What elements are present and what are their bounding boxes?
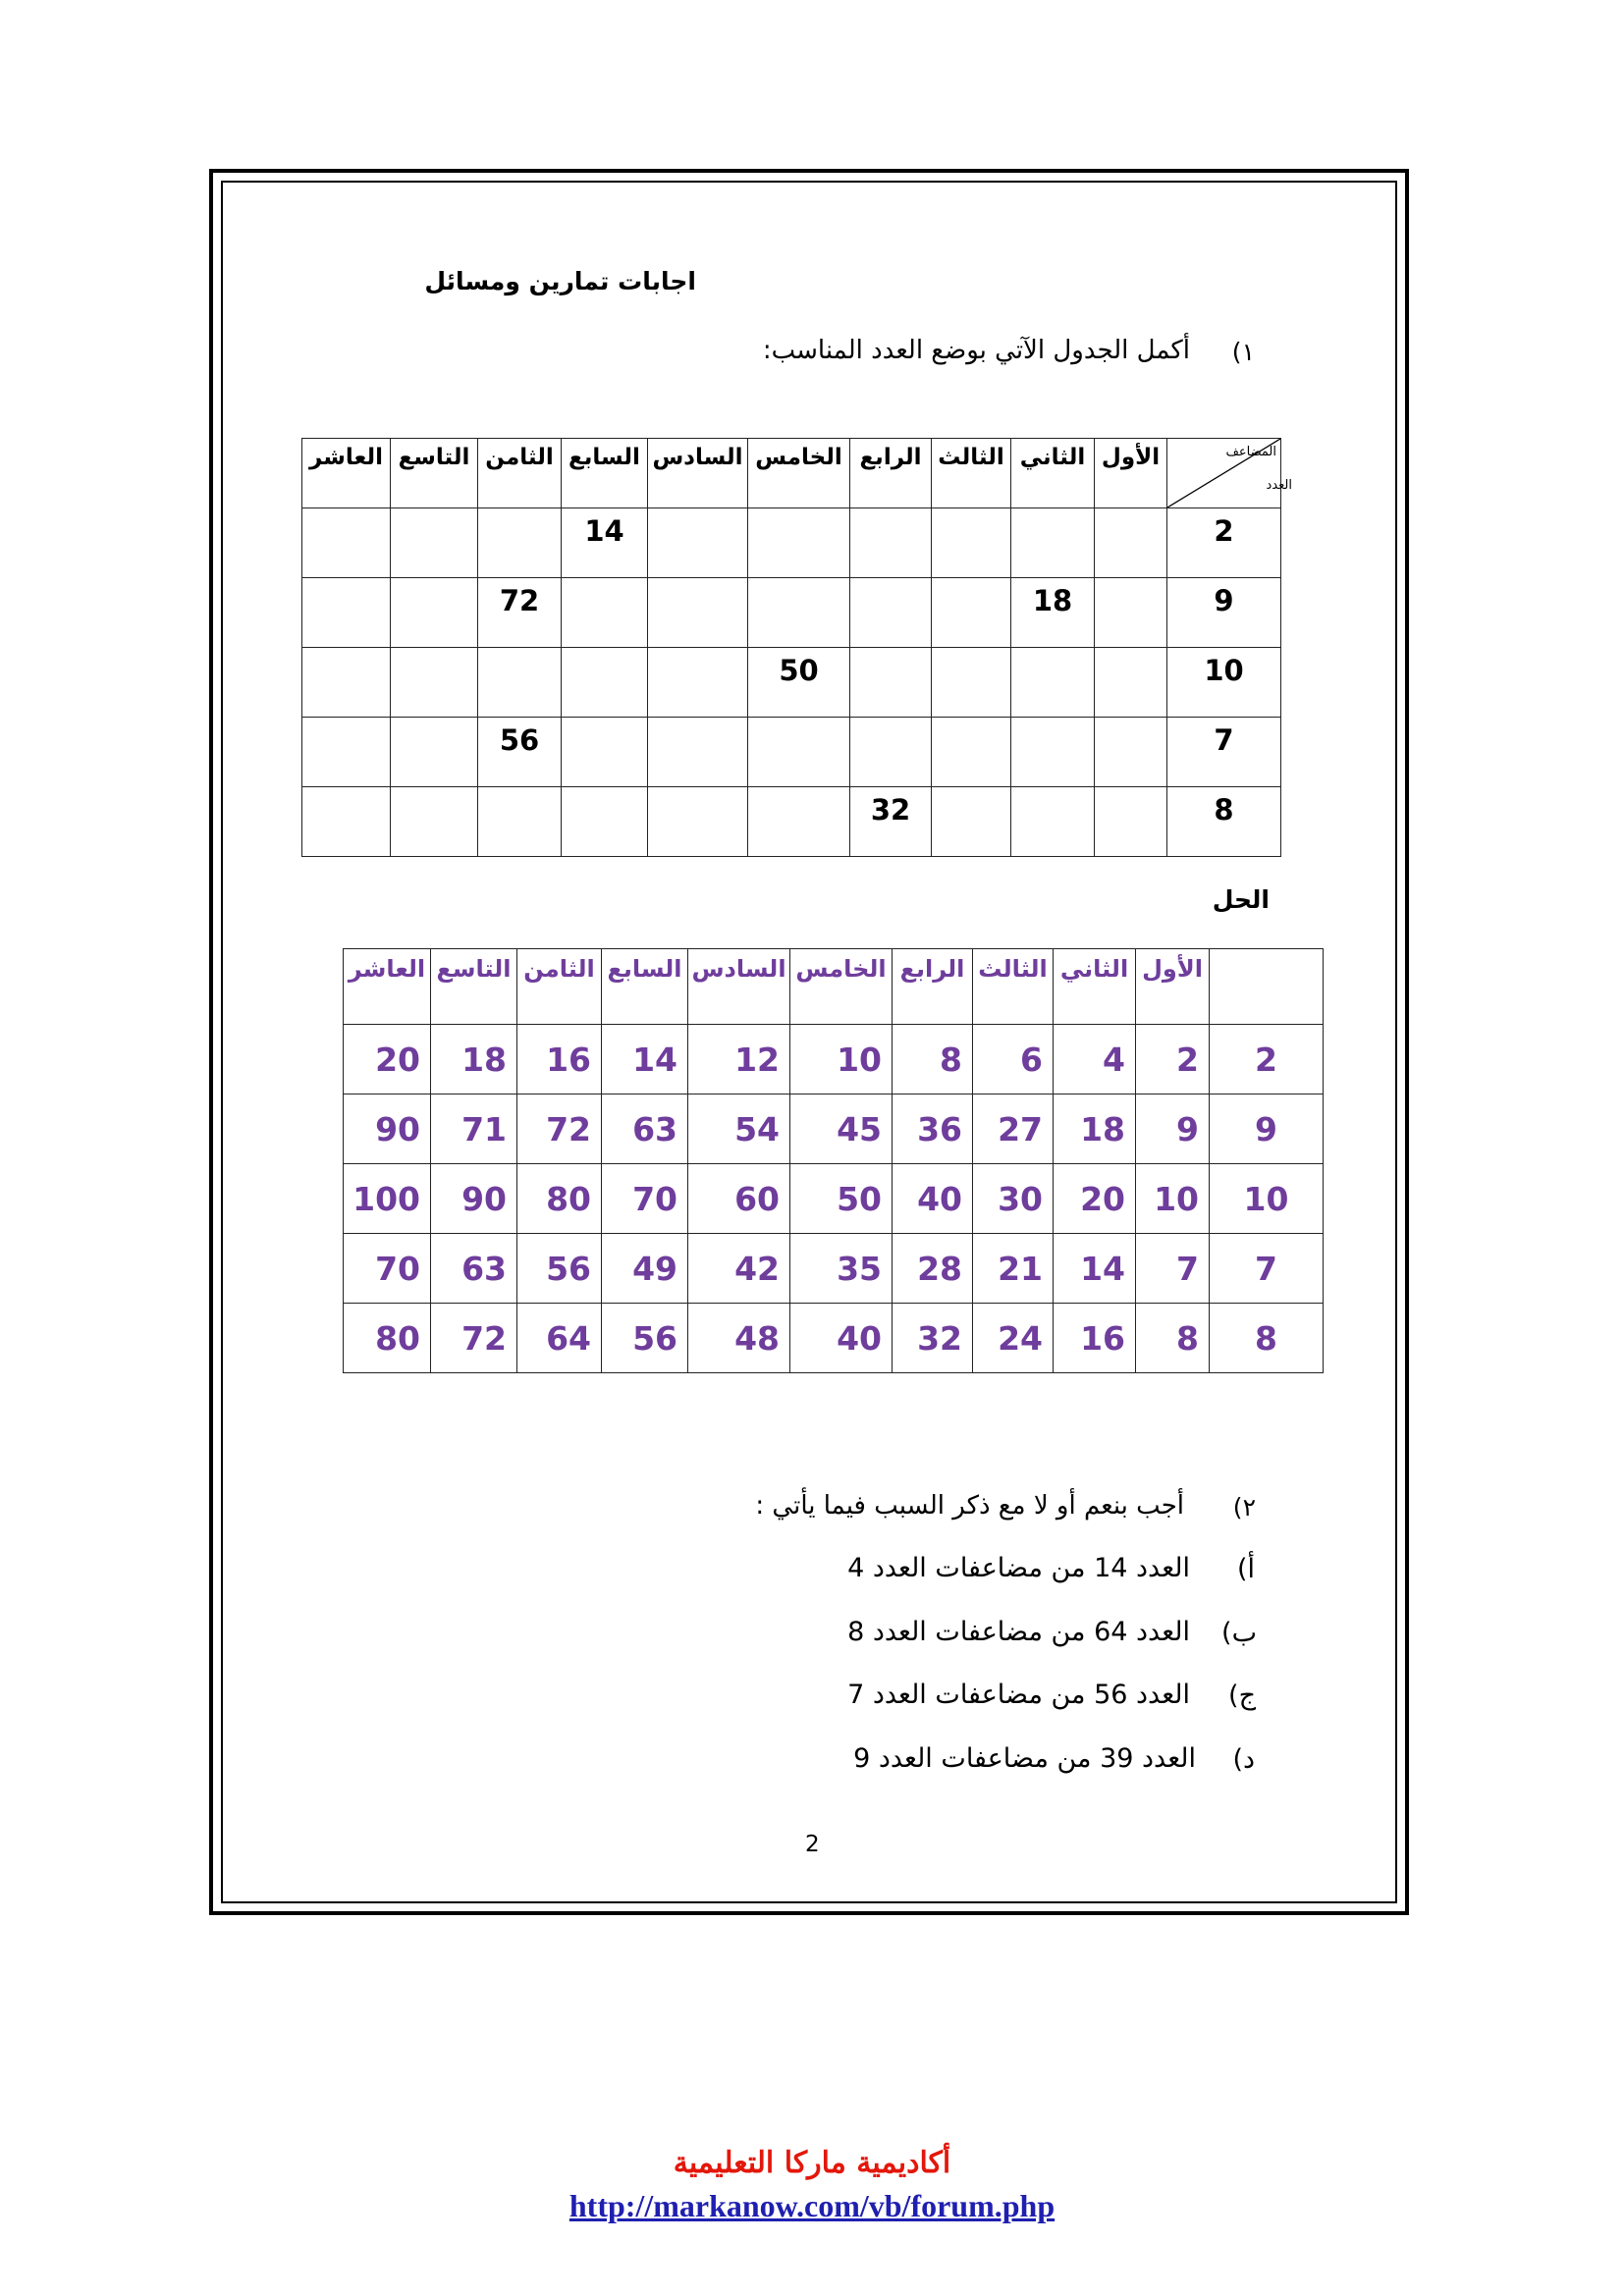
row-number-cell: 2 bbox=[1210, 1025, 1324, 1095]
page-number: 2 bbox=[805, 1832, 820, 1857]
table-cell bbox=[850, 718, 932, 787]
header-cell: الأول bbox=[1136, 949, 1210, 1025]
question-2-number: ٢) bbox=[1232, 1493, 1256, 1522]
corner-label-number: العدد bbox=[1266, 478, 1292, 493]
table-cell: 2 bbox=[1136, 1025, 1210, 1095]
exercise-table bbox=[301, 438, 1292, 857]
table-cell: 72 bbox=[478, 578, 562, 648]
table-cell: 14 bbox=[602, 1025, 688, 1095]
item-b-text: العدد 64 من مضاعفات العدد 8 bbox=[847, 1617, 1190, 1647]
row-number-cell: 2 bbox=[1167, 508, 1281, 578]
table-cell: 71 bbox=[431, 1095, 517, 1164]
table-cell: 48 bbox=[688, 1304, 790, 1373]
question-1-number: ١) bbox=[1231, 338, 1255, 366]
table-cell: 16 bbox=[1054, 1304, 1136, 1373]
table-row bbox=[302, 508, 1281, 578]
table-cell bbox=[648, 718, 748, 787]
row-number-cell: 7 bbox=[1210, 1234, 1324, 1304]
table-cell: 32 bbox=[893, 1304, 973, 1373]
table-header-row bbox=[302, 439, 1281, 508]
table-cell bbox=[932, 787, 1011, 857]
table-cell bbox=[1095, 648, 1167, 718]
row-number-cell: 10 bbox=[1210, 1164, 1324, 1234]
table-cell: 28 bbox=[893, 1234, 973, 1304]
table-cell bbox=[1095, 718, 1167, 787]
row-number-cell: 7 bbox=[1167, 718, 1281, 787]
table-cell: 18 bbox=[1054, 1095, 1136, 1164]
table-cell: 72 bbox=[431, 1304, 517, 1373]
table-cell bbox=[748, 508, 850, 578]
table-cell bbox=[932, 648, 1011, 718]
table-cell bbox=[302, 787, 391, 857]
table-cell: 90 bbox=[344, 1095, 431, 1164]
table-cell: 20 bbox=[344, 1025, 431, 1095]
table-cell: 54 bbox=[688, 1095, 790, 1164]
solution-heading: الحل bbox=[1212, 885, 1270, 914]
table-cell: 4 bbox=[1054, 1025, 1136, 1095]
table-cell bbox=[1095, 508, 1167, 578]
table-cell bbox=[562, 578, 648, 648]
table-cell: 40 bbox=[790, 1304, 893, 1373]
table-cell bbox=[562, 718, 648, 787]
table-cell: 70 bbox=[344, 1234, 431, 1304]
header-cell: السابع bbox=[562, 439, 648, 508]
item-d-label: د) bbox=[1232, 1744, 1255, 1775]
table-row bbox=[344, 1095, 1324, 1164]
item-b-label: ب) bbox=[1221, 1618, 1257, 1648]
item-a-label: أ) bbox=[1236, 1554, 1255, 1584]
header-cell: الثامن bbox=[517, 949, 602, 1025]
row-number-cell: 10 bbox=[1167, 648, 1281, 718]
table-cell bbox=[391, 508, 478, 578]
table-cell bbox=[302, 648, 391, 718]
table-cell: 27 bbox=[973, 1095, 1054, 1164]
table-cell: 60 bbox=[688, 1164, 790, 1234]
document-title: اجابات تمارين ومسائل bbox=[424, 267, 696, 295]
table-cell: 36 bbox=[893, 1095, 973, 1164]
table-cell: 8 bbox=[893, 1025, 973, 1095]
table-cell: 30 bbox=[973, 1164, 1054, 1234]
header-corner-cell bbox=[1210, 949, 1324, 1025]
table-cell: 56 bbox=[517, 1234, 602, 1304]
table-cell: 100 bbox=[344, 1164, 431, 1234]
footer-academy-name: أكاديمية ماركا التعليمية bbox=[673, 2146, 951, 2180]
table-cell bbox=[391, 578, 478, 648]
table-cell: 35 bbox=[790, 1234, 893, 1304]
header-cell: السادس bbox=[688, 949, 790, 1025]
table-cell: 10 bbox=[1136, 1164, 1210, 1234]
table-cell: 80 bbox=[517, 1164, 602, 1234]
table-cell bbox=[850, 578, 932, 648]
table-cell bbox=[850, 508, 932, 578]
table-cell bbox=[648, 578, 748, 648]
table-cell: 18 bbox=[1011, 578, 1095, 648]
table-cell bbox=[850, 648, 932, 718]
table-cell bbox=[648, 508, 748, 578]
table-cell: 40 bbox=[893, 1164, 973, 1234]
table-row bbox=[302, 648, 1281, 718]
header-cell: العاشر bbox=[344, 949, 431, 1025]
header-cell: التاسع bbox=[431, 949, 517, 1025]
table-cell: 20 bbox=[1054, 1164, 1136, 1234]
table-cell bbox=[562, 787, 648, 857]
table-header-row bbox=[344, 949, 1324, 1025]
table-cell bbox=[648, 648, 748, 718]
table-row bbox=[302, 787, 1281, 857]
header-cell: الثاني bbox=[1054, 949, 1136, 1025]
table-cell bbox=[1011, 508, 1095, 578]
table-cell bbox=[478, 508, 562, 578]
row-number-cell: 9 bbox=[1210, 1095, 1324, 1164]
footer-link[interactable]: http://markanow.com/vb/forum.php bbox=[568, 2188, 1056, 2223]
table-row bbox=[344, 1025, 1324, 1095]
table-row bbox=[344, 1164, 1324, 1234]
table-cell bbox=[302, 718, 391, 787]
table-cell: 7 bbox=[1136, 1234, 1210, 1304]
table-cell bbox=[391, 787, 478, 857]
table-cell bbox=[932, 718, 1011, 787]
table-cell: 21 bbox=[973, 1234, 1054, 1304]
row-number-cell: 8 bbox=[1167, 787, 1281, 857]
table-cell: 56 bbox=[602, 1304, 688, 1373]
table-cell bbox=[562, 648, 648, 718]
table-cell: 9 bbox=[1136, 1095, 1210, 1164]
table-cell bbox=[1011, 787, 1095, 857]
question-1-text: أكمل الجدول الآتي بوضع العدد المناسب: bbox=[762, 336, 1190, 365]
table-cell: 24 bbox=[973, 1304, 1054, 1373]
table-cell: 32 bbox=[850, 787, 932, 857]
table-cell: 14 bbox=[562, 508, 648, 578]
table-cell: 49 bbox=[602, 1234, 688, 1304]
table-cell: 72 bbox=[517, 1095, 602, 1164]
item-c-text: العدد 56 من مضاعفات العدد 7 bbox=[847, 1680, 1190, 1710]
table-cell bbox=[478, 787, 562, 857]
table-cell: 90 bbox=[431, 1164, 517, 1234]
table-row bbox=[344, 1304, 1324, 1373]
header-cell: الثامن bbox=[478, 439, 562, 508]
table-cell: 42 bbox=[688, 1234, 790, 1304]
header-cell: الأول bbox=[1095, 439, 1167, 508]
table-cell bbox=[748, 718, 850, 787]
table-cell: 63 bbox=[431, 1234, 517, 1304]
table-cell bbox=[1095, 787, 1167, 857]
table-cell: 8 bbox=[1136, 1304, 1210, 1373]
table-cell: 50 bbox=[748, 648, 850, 718]
table-cell: 18 bbox=[431, 1025, 517, 1095]
header-cell: التاسع bbox=[391, 439, 478, 508]
table-cell: 6 bbox=[973, 1025, 1054, 1095]
table-cell bbox=[1011, 648, 1095, 718]
table-cell: 16 bbox=[517, 1025, 602, 1095]
table-cell bbox=[1095, 578, 1167, 648]
table-cell: 64 bbox=[517, 1304, 602, 1373]
table-cell: 10 bbox=[790, 1025, 893, 1095]
table-cell bbox=[932, 508, 1011, 578]
table-cell: 14 bbox=[1054, 1234, 1136, 1304]
header-cell: الرابع bbox=[893, 949, 973, 1025]
header-corner-cell bbox=[1167, 439, 1292, 508]
header-cell: السادس bbox=[648, 439, 748, 508]
table-row bbox=[302, 578, 1281, 648]
item-c-label: ج) bbox=[1228, 1681, 1256, 1711]
table-cell: 12 bbox=[688, 1025, 790, 1095]
table-cell bbox=[932, 578, 1011, 648]
header-cell: العاشر bbox=[302, 439, 391, 508]
header-cell: الرابع bbox=[850, 439, 932, 508]
header-cell: الخامس bbox=[748, 439, 850, 508]
question-2-text: أجب بنعم أو لا مع ذكر السبب فيما يأتي : bbox=[755, 1491, 1184, 1521]
table-cell bbox=[302, 508, 391, 578]
header-cell: الثاني bbox=[1011, 439, 1095, 508]
item-a-text: العدد 14 من مضاعفات العدد 4 bbox=[847, 1553, 1190, 1583]
table-cell: 80 bbox=[344, 1304, 431, 1373]
row-number-cell: 8 bbox=[1210, 1304, 1324, 1373]
header-cell: الثالث bbox=[973, 949, 1054, 1025]
table-cell: 50 bbox=[790, 1164, 893, 1234]
header-cell: الخامس bbox=[790, 949, 893, 1025]
table-cell bbox=[748, 787, 850, 857]
table-cell bbox=[391, 718, 478, 787]
table-cell bbox=[391, 648, 478, 718]
table-cell: 63 bbox=[602, 1095, 688, 1164]
table-cell bbox=[1011, 718, 1095, 787]
table-cell bbox=[478, 648, 562, 718]
header-cell: السابع bbox=[602, 949, 688, 1025]
table-cell: 45 bbox=[790, 1095, 893, 1164]
table-cell: 56 bbox=[478, 718, 562, 787]
table-cell bbox=[302, 578, 391, 648]
table-cell: 70 bbox=[602, 1164, 688, 1234]
item-d-text: العدد 39 من مضاعفات العدد 9 bbox=[853, 1743, 1196, 1774]
solution-table bbox=[343, 948, 1324, 1373]
corner-label-multiple: المضاعف bbox=[1225, 445, 1276, 459]
row-number-cell: 9 bbox=[1167, 578, 1281, 648]
table-cell bbox=[748, 578, 850, 648]
table-row bbox=[344, 1234, 1324, 1304]
table-cell bbox=[648, 787, 748, 857]
table-row bbox=[302, 718, 1281, 787]
header-cell: الثالث bbox=[932, 439, 1011, 508]
